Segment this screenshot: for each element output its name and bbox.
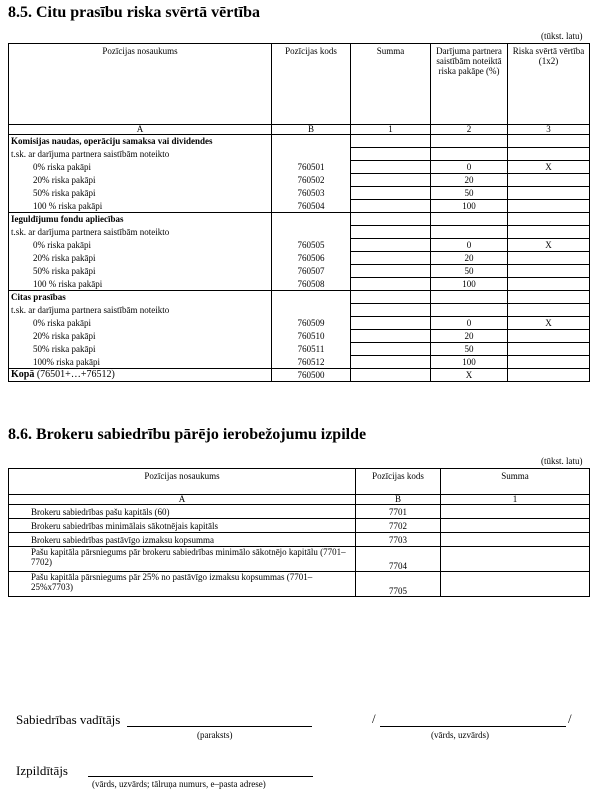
value-cell[interactable] [508, 304, 590, 317]
risk-percent: 100 [431, 278, 508, 291]
sum-cell[interactable] [351, 369, 431, 382]
risk-weighted-table [8, 43, 590, 382]
table-header-row [9, 44, 590, 125]
row-code: 760506 [272, 252, 351, 265]
empty-cell [272, 213, 351, 226]
risk-weighted-value[interactable]: X [508, 161, 590, 174]
row-code: 760504 [272, 200, 351, 213]
row-label: 100 % riska pakāpi [9, 200, 272, 213]
column-letter: B [272, 125, 351, 135]
sum-cell[interactable] [441, 519, 590, 533]
sum-cell[interactable] [351, 174, 431, 187]
row-code: 760505 [272, 239, 351, 252]
empty-cell [431, 226, 508, 239]
sum-cell[interactable] [351, 200, 431, 213]
empty-cell [431, 135, 508, 148]
slash-right: / [568, 711, 572, 726]
group-title: Ieguldījumu fondu apliecības [9, 213, 272, 226]
risk-percent: 0 [431, 317, 508, 330]
sum-cell[interactable] [351, 135, 431, 148]
empty-cell [431, 148, 508, 161]
value-cell[interactable] [508, 213, 590, 226]
header-risk-weighted-value: Riska svērtā vērtība (1x2) [508, 44, 590, 125]
header-sum: Summa [441, 469, 590, 495]
table-row [9, 547, 590, 572]
group-sub-row [9, 148, 590, 161]
table-row [9, 187, 590, 200]
row-label: Brokeru sabiedrības pašu kapitāls (60) [9, 505, 356, 519]
empty-cell [272, 304, 351, 317]
sum-cell[interactable] [351, 187, 431, 200]
sum-cell[interactable] [441, 505, 590, 519]
row-code: 760512 [272, 356, 351, 369]
table-row [9, 533, 590, 547]
group-sub-row [9, 226, 590, 239]
table-row [9, 505, 590, 519]
table-row [9, 343, 590, 356]
sum-cell[interactable] [351, 226, 431, 239]
row-code: 760508 [272, 278, 351, 291]
group-subtitle: t.sk. ar darījuma partnera saistībām noteikto [9, 304, 272, 317]
table-row [9, 200, 590, 213]
row-label: 0% riska pakāpi [9, 239, 272, 252]
risk-weighted-value[interactable] [508, 330, 590, 343]
column-letter: B [356, 495, 441, 505]
sum-cell[interactable] [351, 317, 431, 330]
group-title-row [9, 213, 590, 226]
row-label: Pašu kapitāla pārsniegums pār 25% no pastāvīgo izmaksu kopsummas (7701–25%x7703) [9, 572, 356, 597]
unit-note-8-5: (tūkst. latu) [541, 31, 583, 41]
name-line[interactable] [380, 726, 566, 727]
empty-cell [431, 291, 508, 304]
column-letter: 1 [441, 495, 590, 505]
row-code: 760502 [272, 174, 351, 187]
risk-weighted-value[interactable] [508, 265, 590, 278]
risk-weighted-value[interactable] [508, 343, 590, 356]
slash-left: / [372, 711, 376, 726]
risk-weighted-value[interactable] [508, 174, 590, 187]
risk-percent: 50 [431, 187, 508, 200]
signature-line[interactable] [127, 726, 312, 727]
risk-percent: 50 [431, 343, 508, 356]
risk-percent: 20 [431, 330, 508, 343]
sum-cell[interactable] [351, 343, 431, 356]
table-row [9, 265, 590, 278]
table-row [9, 252, 590, 265]
row-label: 50% riska pakāpi [9, 343, 272, 356]
sum-cell[interactable] [441, 547, 590, 572]
total-row [9, 369, 590, 382]
sum-cell[interactable] [351, 161, 431, 174]
table-row [9, 572, 590, 597]
sum-cell[interactable] [441, 572, 590, 597]
row-label: 0% riska pakāpi [9, 161, 272, 174]
row-label: 20% riska pakāpi [9, 252, 272, 265]
risk-weighted-value[interactable] [508, 200, 590, 213]
empty-cell [272, 135, 351, 148]
column-letter: 3 [508, 125, 590, 135]
signature-caption: (paraksts) [197, 730, 233, 740]
row-code: 7704 [356, 547, 441, 572]
header-sum: Summa [351, 44, 431, 125]
group-title-row [9, 291, 590, 304]
sum-cell[interactable] [441, 533, 590, 547]
sum-cell[interactable] [351, 265, 431, 278]
value-cell[interactable] [508, 135, 590, 148]
row-code: 760511 [272, 343, 351, 356]
section-title-8-5: 8.5. Citu prasību riska svērtā vērtība [8, 4, 260, 21]
unit-note-8-6: (tūkst. latu) [541, 456, 583, 466]
executor-label: Izpildītājs [16, 763, 68, 778]
row-label: 50% riska pakāpi [9, 265, 272, 278]
section-title-8-6: 8.6. Brokeru sabiedrību pārējo ierobežojumu izpilde [8, 426, 367, 443]
table-row [9, 356, 590, 369]
row-label: Brokeru sabiedrības minimālais sākotnējais kapitāls [9, 519, 356, 533]
table-row [9, 519, 590, 533]
risk-percent: 50 [431, 265, 508, 278]
sum-cell[interactable] [351, 291, 431, 304]
table-row [9, 174, 590, 187]
table-row [9, 278, 590, 291]
risk-percent: 0 [431, 239, 508, 252]
row-label: 20% riska pakāpi [9, 330, 272, 343]
group-sub-row [9, 304, 590, 317]
risk-weighted-value[interactable] [508, 278, 590, 291]
row-code: 7702 [356, 519, 441, 533]
row-label: Pašu kapitāla pārsniegums pār brokeru sabiedrības minimālo sākotnējo kapitālu (7701–7702) [9, 547, 356, 572]
row-code: 760500 [272, 369, 351, 382]
column-letter: A [9, 125, 272, 135]
sum-cell[interactable] [351, 213, 431, 226]
sum-cell[interactable] [351, 278, 431, 291]
empty-cell [431, 213, 508, 226]
column-letter-row [9, 495, 590, 505]
row-label: 20% riska pakāpi [9, 174, 272, 187]
group-title: Citas prasības [9, 291, 272, 304]
row-code: 7701 [356, 505, 441, 519]
header-position-name: Pozīcijas nosaukums [9, 469, 356, 495]
sum-cell[interactable] [351, 304, 431, 317]
risk-weighted-value[interactable] [508, 187, 590, 200]
column-letter: A [9, 495, 356, 505]
row-label: 100 % riska pakāpi [9, 278, 272, 291]
table-row [9, 317, 590, 330]
total-label [9, 369, 272, 382]
row-code: 760507 [272, 265, 351, 278]
column-letter: 2 [431, 125, 508, 135]
header-position-code: Pozīcijas kods [272, 44, 351, 125]
risk-weighted-value[interactable]: X [508, 317, 590, 330]
value-cell[interactable] [508, 148, 590, 161]
value-cell[interactable] [508, 226, 590, 239]
sum-cell[interactable] [351, 252, 431, 265]
row-code: 7703 [356, 533, 441, 547]
risk-weighted-value[interactable] [508, 252, 590, 265]
risk-weighted-value[interactable] [508, 369, 590, 382]
table-row [9, 239, 590, 252]
sum-cell[interactable] [351, 330, 431, 343]
group-subtitle: t.sk. ar darījuma partnera saistībām noteikto [9, 148, 272, 161]
row-code: 760510 [272, 330, 351, 343]
row-code: 760501 [272, 161, 351, 174]
row-label: 0% riska pakāpi [9, 317, 272, 330]
header-position-code: Pozīcijas kods [356, 469, 441, 495]
head-label: Sabiedrības vadītājs [16, 712, 121, 727]
name-caption: (vārds, uzvārds) [431, 730, 489, 740]
table-header-row [9, 469, 590, 495]
group-title: Komisijas naudas, operāciju samaksa vai dividendes [9, 135, 272, 148]
row-code: 760503 [272, 187, 351, 200]
sum-cell[interactable] [351, 148, 431, 161]
risk-percent: 100 [431, 356, 508, 369]
risk-percent: 100 [431, 200, 508, 213]
executor-caption: (vārds, uzvārds; tālruņa numurs, e–pasta adrese) [92, 779, 266, 789]
row-code: 7705 [356, 572, 441, 597]
group-subtitle: t.sk. ar darījuma partnera saistībām noteikto [9, 226, 272, 239]
risk-weighted-value[interactable] [508, 356, 590, 369]
row-label: 50% riska pakāpi [9, 187, 272, 200]
table-row [9, 161, 590, 174]
total-label-bold: Kopā [11, 369, 35, 380]
empty-cell [272, 291, 351, 304]
empty-cell [272, 226, 351, 239]
table-row [9, 330, 590, 343]
risk-percent: 20 [431, 252, 508, 265]
value-cell[interactable] [508, 291, 590, 304]
row-label: Brokeru sabiedrības pastāvīgo izmaksu kopsumma [9, 533, 356, 547]
empty-cell [431, 304, 508, 317]
sum-cell[interactable] [351, 356, 431, 369]
broker-limits-table [8, 468, 590, 597]
group-title-row [9, 135, 590, 148]
executor-line[interactable] [88, 776, 313, 777]
risk-percent: 0 [431, 161, 508, 174]
header-risk-level: Darījuma partnera saistībām noteiktā riska pakāpe (%) [431, 44, 508, 125]
risk-weighted-value[interactable]: X [508, 239, 590, 252]
column-letter-row [9, 125, 590, 135]
header-position-name: Pozīcijas nosaukums [9, 44, 272, 125]
column-letter: 1 [351, 125, 431, 135]
total-label-formula: (76501+…+76512) [34, 369, 115, 380]
risk-percent: 20 [431, 174, 508, 187]
sum-cell[interactable] [351, 239, 431, 252]
risk-percent: X [431, 369, 508, 382]
row-label: 100% riska pakāpi [9, 356, 272, 369]
empty-cell [272, 148, 351, 161]
row-code: 760509 [272, 317, 351, 330]
